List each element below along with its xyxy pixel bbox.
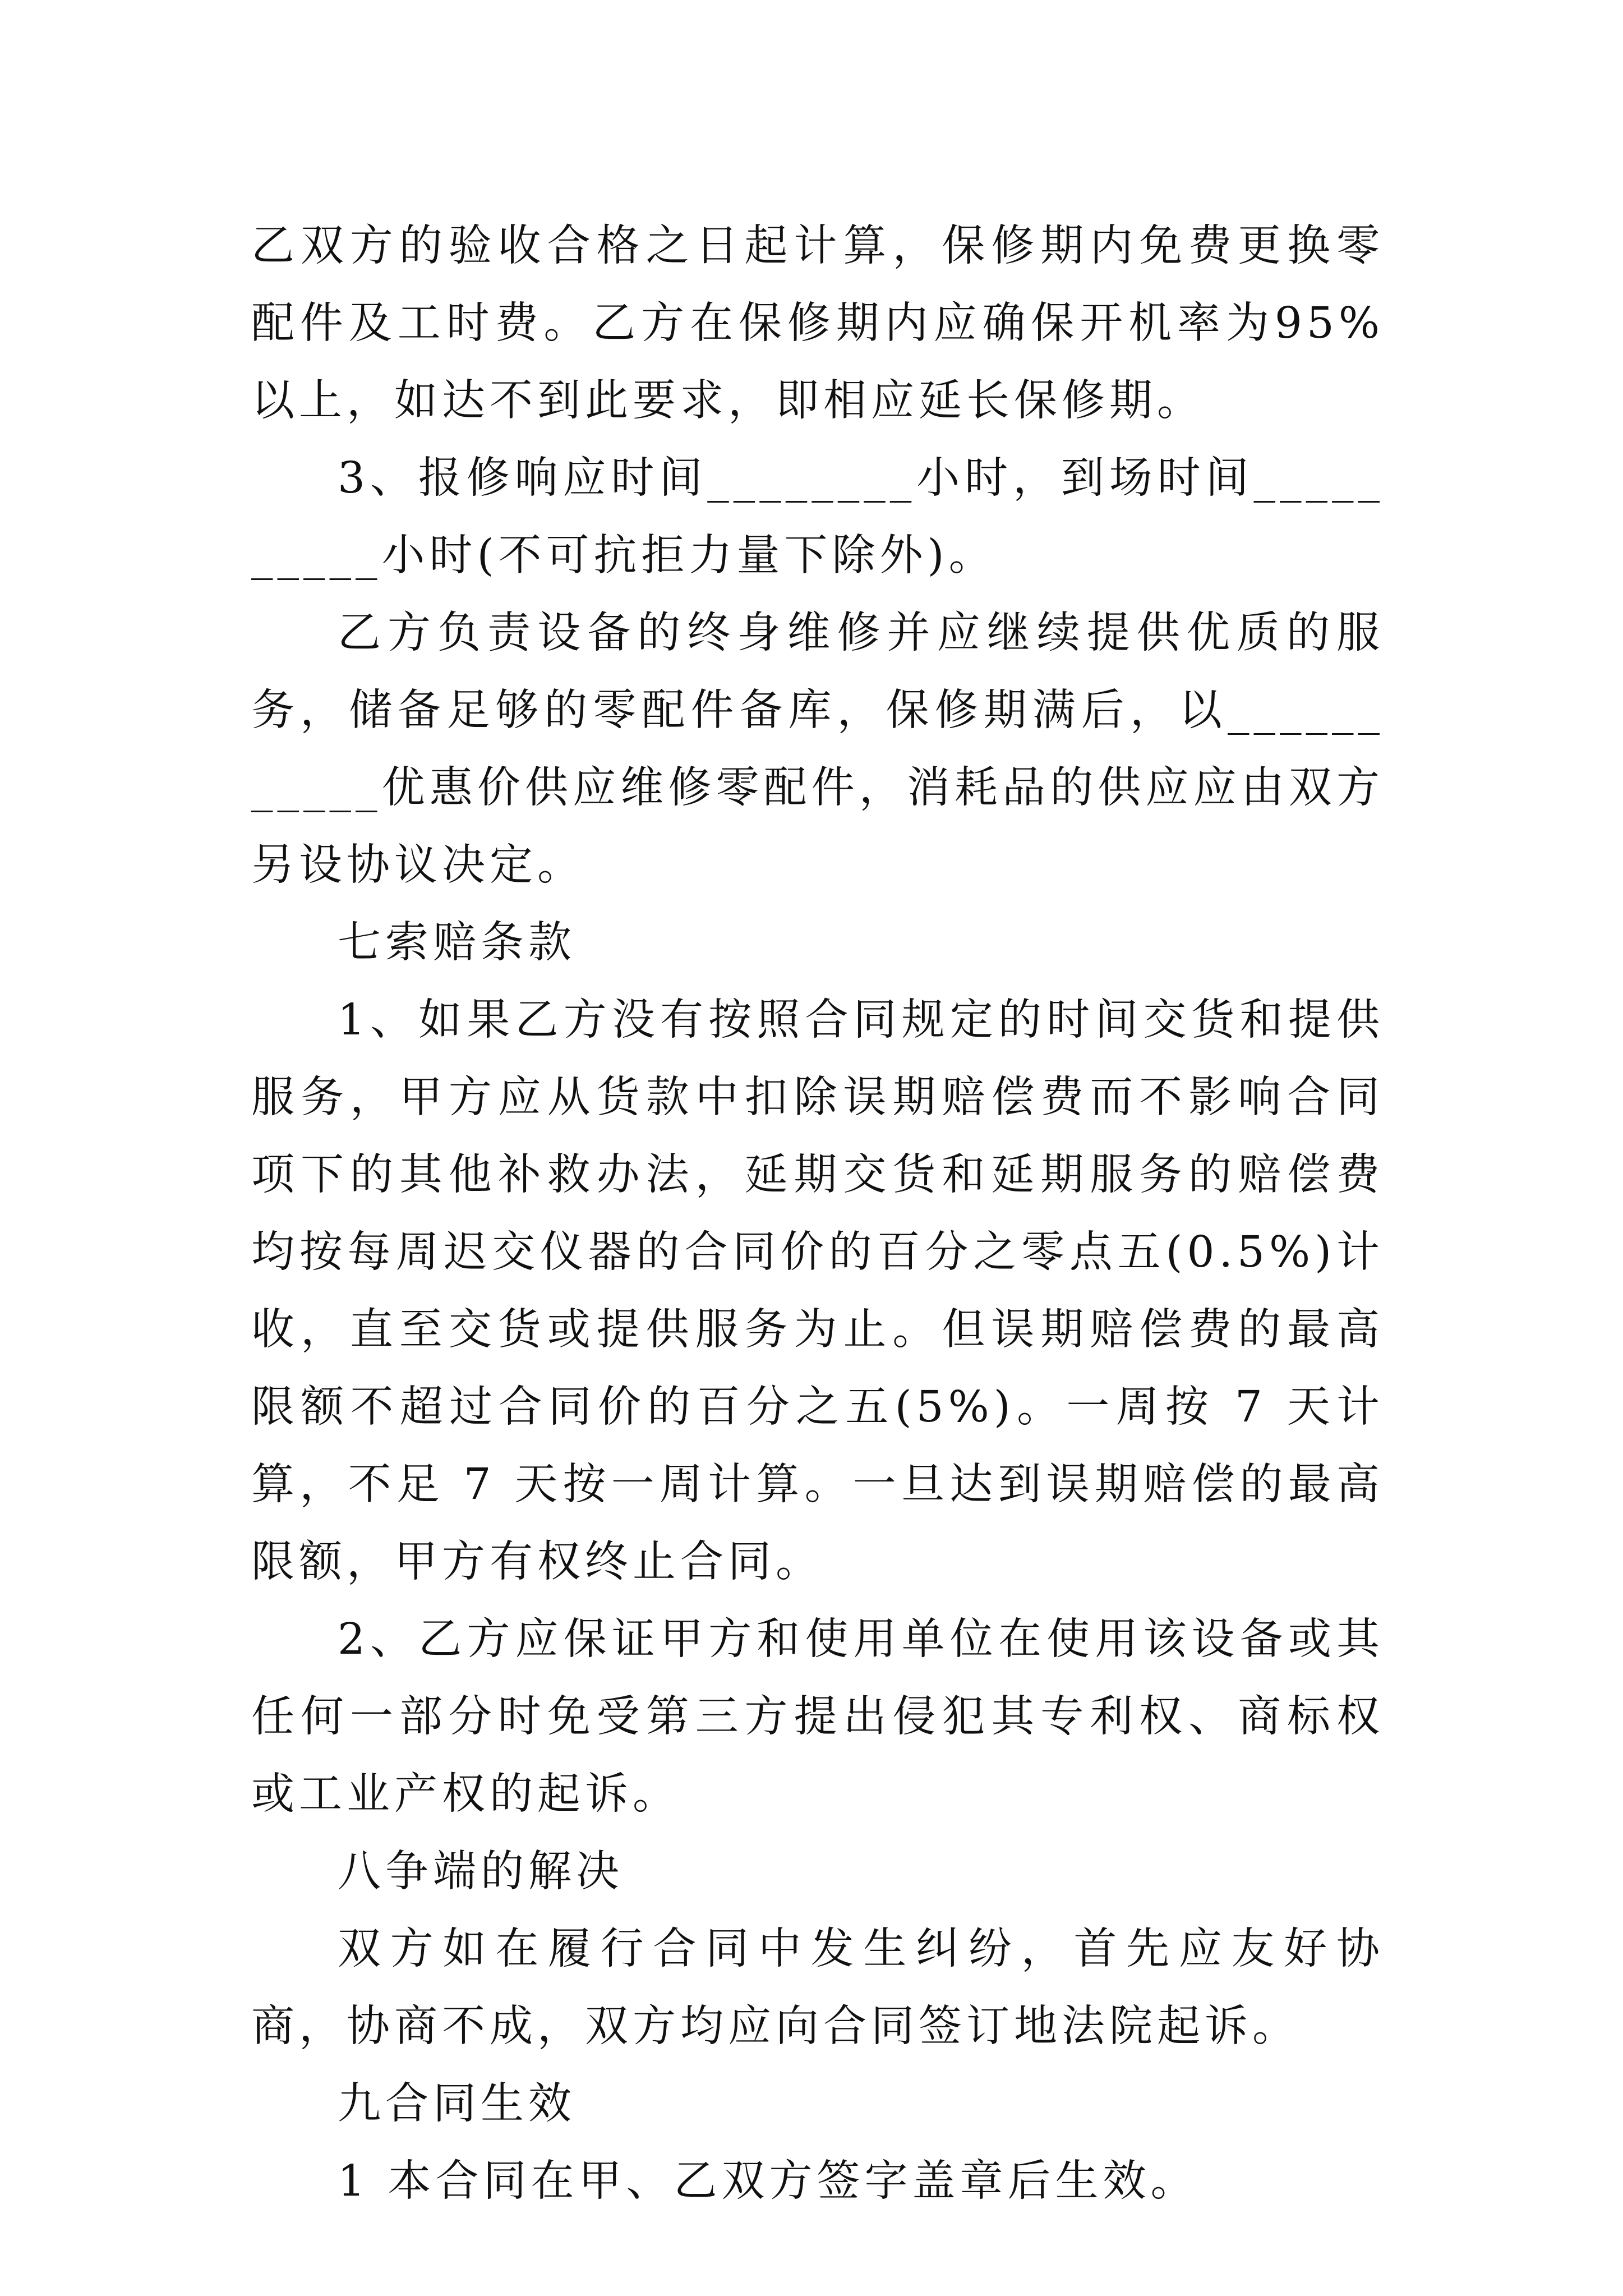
paragraph-dispute-resolution: 双方如在履行合同中发生纠纷，首先应友好协商，协商不成，双方均应向合同签订地法院起诉。 <box>251 1924 1384 2051</box>
paragraph-lifetime-maintenance: 乙方负责设备的终身维修并应继续提供优质的服务，储备足够的零配件备库，保修期满后，以___________优惠价供应维修零配件，消耗品的供应应由双方另设协议决定。 <box>251 608 1384 890</box>
paragraph-effective-date: 1 本合同在甲、乙双方签字盖章后生效。 <box>338 2156 1198 2206</box>
section-heading-effectiveness: 九合同生效 <box>338 2079 576 2129</box>
paragraph-delay-compensation: 1、如果乙方没有按照合同规定的时间交货和提供服务，甲方应从货款中扣除误期赔偿费而不影响合同项下的其他补救办法，延期交货和延期服务的赔偿费均按每周迟交仪器的合同价的百分之零点五(0.5%)计收，直至交货或提供服务为止。但误期赔偿费的最高限额不超过合同价的百分之五(5%)。一周按 7 天计算，不足 7 天按一周计算。一旦达到误期赔偿的最高限额，甲方有权终止合同。 <box>251 995 1384 1587</box>
paragraph-response-time: 3、报修响应时间________小时，到场时间__________小时(不可抗拒力量下除外)。 <box>251 453 1384 581</box>
section-heading-disputes: 八争端的解决 <box>338 1847 624 1897</box>
document-body <box>251 208 1384 2220</box>
paragraph-ip-protection: 2、乙方应保证甲方和使用单位在使用该设备或其任何一部分时免受第三方提出侵犯其专利权、商标权或工业产权的起诉。 <box>251 1614 1384 1819</box>
section-heading-claims: 七索赔条款 <box>338 918 576 968</box>
paragraph-warranty-period: 乙双方的验收合格之日起计算，保修期内免费更换零配件及工时费。乙方在保修期内应确保开机率为95%以上，如达不到此要求，即相应延长保修期。 <box>251 221 1384 426</box>
